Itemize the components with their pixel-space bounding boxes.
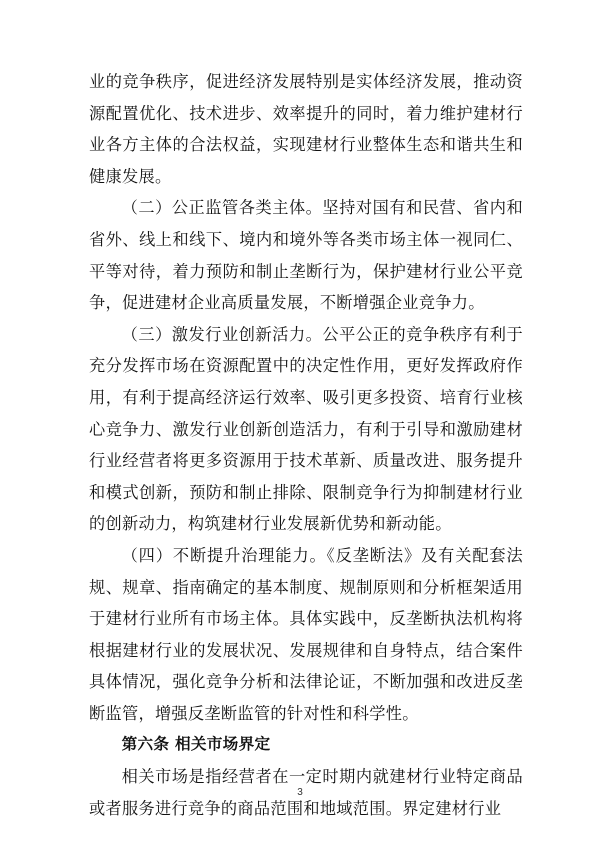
paragraph-fair-supervision: （二）公正监管各类主体。坚持对国有和民营、省内和省外、线上和线下、境内和境外等各类市场主体一视同仁、平等对待，着力预防和制止垄断行为，保护建材行业公平竞争，促进建材企业高质量发展，不断增强企业竞争力。 bbox=[89, 198, 523, 313]
paragraph-governance-capacity: （四）不断提升治理能力。《反垄断法》及有关配套法规、规章、指南确定的基本制度、规制原则和分析框架适用于建材行业所有市场主体。具体实践中，反垄断执法机构将根据建材行业的发展状况、发展规律和自身特点，结合案件具体情况，强化竞争分析和法律论证，不断加强和改进反垄断监管，增强反垄断监管的针对性和科学性。 bbox=[89, 545, 523, 723]
paragraph-innovation-vitality: （三）激发行业创新活力。公平公正的竞争秩序有利于充分发挥市场在资源配置中的决定性作用，更好发挥政府作用，有利于提高经济运行效率、吸引更多投资、培育行业核心竞争力、激发行业创新创造活力，有利于引导和激励建材行业经营者将更多资源用于技术革新、质量改进、服务提升和模式创新，预防和制止排除、限制竞争行为抑制建材行业的创新动力，构筑建材行业发展新优势和新动能。 bbox=[89, 324, 523, 534]
article-heading: 第六条 相关市场界定 bbox=[121, 735, 271, 754]
document-body bbox=[89, 66, 523, 824]
page-number: 3 bbox=[297, 787, 303, 798]
paragraph-continuation: 业的竞争秩序，促进经济发展特别是实体经济发展，推动资源配置优化、技术进步、效率提升的同时，着力维护建材行业各方主体的合法权益，实现建材行业整体生态和谐共生和健康发展。 bbox=[89, 72, 523, 186]
paragraph-relevant-market: 相关市场是指经营者在一定时期内就建材行业特定商品或者服务进行竞争的商品范围和地域范围。界定建材行业 bbox=[89, 767, 523, 818]
